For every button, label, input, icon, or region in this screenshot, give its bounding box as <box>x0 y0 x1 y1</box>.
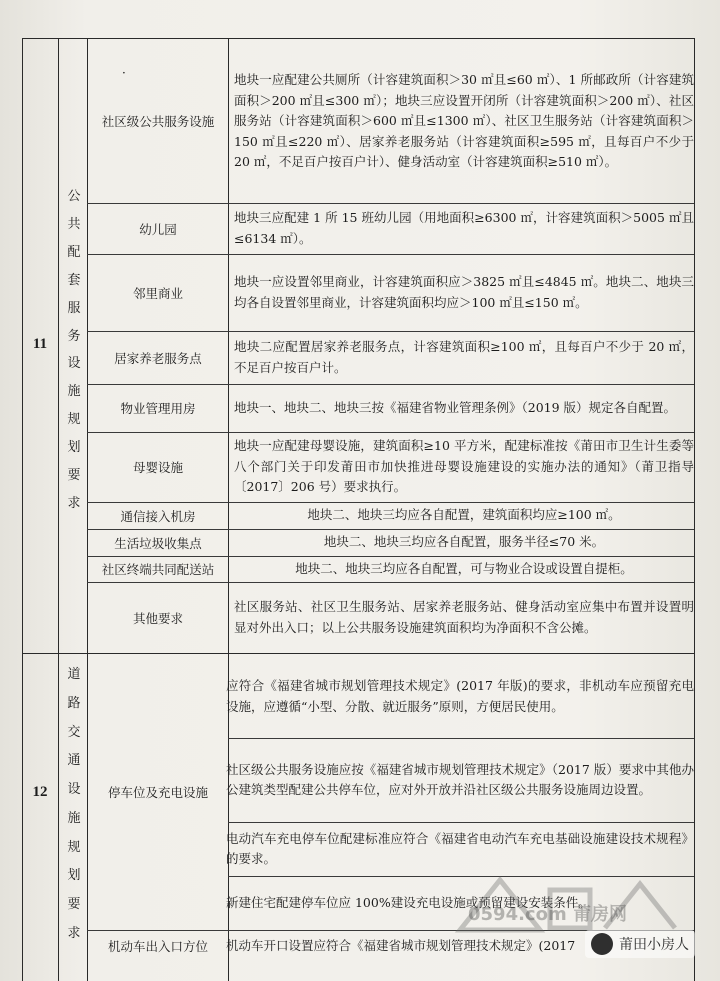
category-char: 求 <box>67 925 81 941</box>
item-maternal-infant: 母婴设施 <box>132 460 183 475</box>
site-watermark-text: 0594.com 莆房网 <box>468 904 627 925</box>
category-char: 共 <box>67 216 81 232</box>
desc-maternal-infant: 地块一应配建母婴设施，建筑面积≥10 平方米，配建标准按《莆田市卫生计生委等八个部门关于印发莆田市加快推进母婴设施建设的实施办法的通知》（莆卫指导〔2017〕206 号）要求执行。 <box>234 438 694 495</box>
item-community-services: 社区级公共服务设施 <box>101 113 215 129</box>
account-badge <box>585 930 695 958</box>
category-char: 务 <box>67 328 81 344</box>
desc-kindergarten: 地块三应配建 1 所 15 班幼儿园（用地面积≥6300 ㎡，计容建筑面积＞5005 ㎡且≤6134 ㎡）。 <box>234 210 694 246</box>
desc-property-management: 地块一、地块二、地块三按《福建省物业管理条例》（2019 版）规定各自配置。 <box>234 399 677 415</box>
desc-other-requirements: 社区服务站、社区卫生服务站、居家养老服务站、健身活动室应集中布置并设置明显对外出入口；以上公共服务设施建筑面积均为净面积不含公摊。 <box>234 599 694 635</box>
item-vehicle-entrance: 机动车出入口方位 <box>107 939 208 954</box>
desc-community-services: 地块一应配建公共厕所（计容建筑面积＞30 ㎡且≤60 ㎡）、1 所邮政所（计容建筑面积＞200 ㎡且≤300 ㎡）；地块三应设置开闭所（计容建筑面积＞200 ㎡）、社区服务站（计容建筑面积＞600 ㎡且≤1300 ㎡）、社区卫生服务站（计容建筑面积＞150 ㎡且≤220 ㎡）、居家养老服务站（计容建筑面积≥595 ㎡，且每百户不少于 20 ㎡，不足百户按百户计）、健身活动室（计容建筑面积≥510 ㎡）。 <box>234 72 694 170</box>
category-char: 求 <box>67 495 81 511</box>
category-char: 要 <box>67 897 81 913</box>
desc-vehicle-entrance: 机动车开口设置应符合《福建省城市规划管理技术规定》(2017 <box>226 937 576 953</box>
desc-parking-2: 社区级公共服务设施应按《福建省城市规划管理技术规定》（2017 版）要求中其他办公建筑类型配建公共停车位，应对外开放并沿社区级公共服务设施周边设置。 <box>226 761 694 797</box>
category-char: 套 <box>67 272 81 288</box>
item-elderly-care-point: 居家养老服务点 <box>114 350 202 366</box>
section-category-11 <box>61 190 87 510</box>
desc-telecom-room: 地块二、地块三均应各自配置，建筑面积均应≥100 ㎡。 <box>307 507 621 523</box>
category-char: 规 <box>67 412 81 428</box>
item-neighborhood-commerce: 邻里商业 <box>132 285 183 301</box>
item-garbage-point: 生活垃圾收集点 <box>114 535 202 551</box>
account-name: 莆田小房人 <box>619 937 689 953</box>
desc-parking-4: 新建住宅配建停车位应 100%建设充电设施或预留建设安装条件。 <box>226 894 591 910</box>
section-category-12 <box>61 668 87 940</box>
item-telecom-room: 通信接入机房 <box>120 508 196 524</box>
col-divider-num <box>58 38 59 981</box>
item-other-requirements: 其他要求 <box>132 610 183 626</box>
desc-neighborhood-commerce: 地块一应设置邻里商业，计容建筑面积应＞3825 ㎡且≤4845 ㎡。地块二、地块三均各自设置邻里商业，计容建筑面积均应＞100 ㎡且≤150 ㎡。 <box>234 274 694 310</box>
category-char: 设 <box>67 782 81 798</box>
desc-parking-1: 应符合《福建省城市规划管理技术规定》(2017 年版)的要求，非机动车应预留充电设施，应遵循“小型、分散、就近服务”原则，方便居民使用。 <box>226 678 694 714</box>
category-char: 设 <box>67 356 81 372</box>
category-char: 公 <box>67 189 81 204</box>
item-delivery-station: 社区终端共同配送站 <box>101 562 215 577</box>
category-char: 规 <box>67 839 81 855</box>
category-char: 道 <box>67 667 81 682</box>
category-char: 要 <box>67 468 81 484</box>
category-char: 服 <box>67 300 81 316</box>
item-parking-charging: 停车位及充电设施 <box>107 784 208 800</box>
desc-parking-3: 电动汽车充电停车位配建标准应符合《福建省电动汽车充电基础设施建设技术规程》的要求。 <box>226 830 694 866</box>
wechat-account-icon <box>591 933 613 955</box>
category-char: 划 <box>67 440 81 456</box>
category-char: 路 <box>67 695 81 711</box>
category-char: 配 <box>67 244 81 260</box>
stray-mark: · <box>122 66 126 80</box>
item-kindergarten: 幼儿园 <box>139 221 177 237</box>
category-char: 施 <box>67 384 81 400</box>
category-char: 划 <box>67 868 81 884</box>
section-number-12: 12 <box>32 784 48 800</box>
category-char: 交 <box>67 724 81 740</box>
section-number-11: 11 <box>32 336 48 352</box>
desc-delivery-station: 地块二、地块三均应各自配置，可与物业合设或设置自提柜。 <box>295 560 633 576</box>
category-char: 施 <box>67 810 81 826</box>
table-right-border <box>694 38 695 981</box>
category-char: 通 <box>67 753 81 769</box>
desc-garbage-point: 地块二、地块三均应各自配置，服务半径≤70 米。 <box>323 534 605 550</box>
desc-elderly-care-point: 地块二应配置居家养老服务点，计容建筑面积≥100 ㎡，且每百户不少于 20 ㎡，不足百户按百户计。 <box>234 339 694 375</box>
table-left-border <box>22 38 23 981</box>
item-property-management: 物业管理用房 <box>120 401 196 416</box>
